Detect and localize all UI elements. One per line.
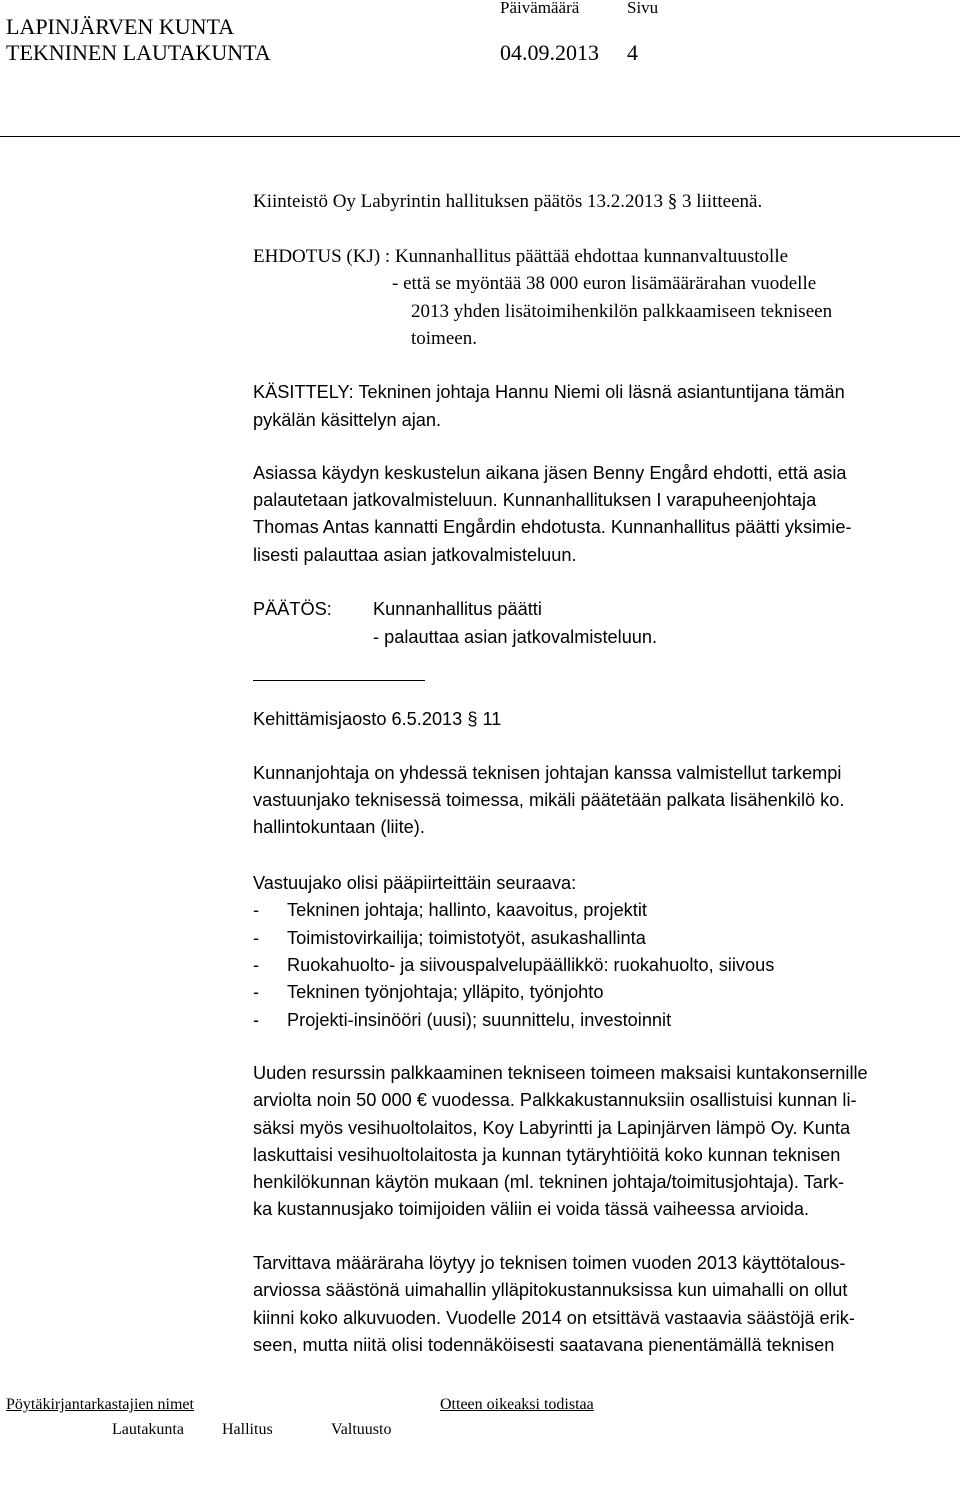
discussion-line: lisesti palauttaa asian jatkovalmisteluun. [253, 545, 577, 565]
cost-line: säksi myös vesihuoltolaitos, Koy Labyrintti ja Lapinjärven lämpö Oy. Kunta [253, 1118, 851, 1138]
proposal-line: 2013 yhden lisätoimihenkilön palkkaamiseen tekniseen [411, 301, 833, 322]
decision-line: - palauttaa asian jatkovalmisteluun. [373, 627, 658, 647]
allocation-heading: Vastuujako olisi pääpiirteittäin seuraava: [253, 873, 577, 893]
cost-line: arviolta noin 50 000 € vuodessa. Palkkakustannuksiin osallistuisi kunnan li- [253, 1090, 857, 1110]
cost-line: ka kustannusjako toimijoiden väliin ei voida tässä vaiheessa arvioida. [253, 1199, 810, 1219]
list-item: Tekninen työnjohtaja; ylläpito, työnjohto [287, 982, 604, 1002]
funding-line: Tarvittava määräraha löytyy jo teknisen toimen vuoden 2013 käyttötalous- [253, 1253, 846, 1273]
cost-line: henkilökunnan käytön mukaan (ml. tekninen johtaja/toimitusjohtaja). Tark- [253, 1172, 845, 1192]
page-label: Sivu [627, 0, 659, 17]
list-bullet: - [253, 955, 260, 975]
list-bullet: - [253, 928, 260, 948]
handling-line: KÄSITTELY: Tekninen johtaja Hannu Niemi oli läsnä asiantuntijana tämän [253, 382, 845, 402]
intro-line: vastuunjako teknisessä toimessa, mikäli päätetään palkata lisähenkilö ko. [253, 790, 845, 810]
discussion-line: palautetaan jatkovalmisteluun. Kunnanhallituksen I varapuheenjohtaja [253, 490, 817, 510]
intro-line: hallintokuntaan (liite). [253, 817, 425, 837]
proposal-line: toimeen. [411, 328, 477, 349]
organization-name: LAPINJÄRVEN KUNTA [6, 14, 235, 39]
list-item: Ruokahuolto- ja siivouspalvelupäällikkö: ruokahuolto, siivous [287, 955, 775, 975]
page-number: 4 [627, 40, 638, 65]
decision-line: Kunnanhallitus päätti [373, 599, 542, 619]
intro-line: Kunnanjohtaja on yhdessä teknisen johtajan kanssa valmistellut tarkempi [253, 763, 842, 783]
funding-line: seen, mutta niitä olisi todennäköisesti saatavana pienentämällä teknisen [253, 1335, 835, 1355]
checkers-label: Pöytäkirjantarkastajien nimet [6, 1396, 194, 1413]
proposal-line: - että se myöntää 38 000 euron lisämäärärahan vuodelle [392, 273, 817, 294]
discussion-line: Thomas Antas kannatti Engårdin ehdotusta. Kunnanhallitus päätti yksimie- [253, 517, 852, 537]
certified-label: Otteen oikeaksi todistaa [440, 1396, 594, 1413]
list-item: Toimistovirkailija; toimistotyöt, asukashallinta [287, 928, 646, 948]
section-heading: Kehittämisjaosto 6.5.2013 § 11 [253, 709, 502, 729]
cost-line: laskuttaisi vesihuoltolaitosta ja kunnan tytäryhtiöitä koko kunnan teknisen [253, 1145, 841, 1165]
date-label: Päivämäärä [500, 0, 580, 17]
funding-line: arviossa säästönä uimahallin ylläpitokustannuksissa kun uimahalli on ollut [253, 1280, 848, 1300]
handling-line: pykälän käsittelyn ajan. [253, 410, 442, 430]
signature-body: Hallitus [222, 1421, 273, 1438]
discussion-line: Asiassa käydyn keskustelun aikana jäsen Benny Engård ehdotti, että asia [253, 463, 847, 483]
header-rule [0, 136, 960, 137]
section-separator [253, 680, 425, 681]
proposal-label: EHDOTUS (KJ) : Kunnanhallitus päättää ehdottaa kunnanvaltuustolle [253, 246, 789, 267]
list-bullet: - [253, 900, 260, 920]
list-item: Projekti-insinööri (uusi); suunnittelu, investoinnit [287, 1010, 672, 1030]
funding-line: kiinni koko alkuvuoden. Vuodelle 2014 on etsittävä vastaavia säästöjä erik- [253, 1308, 855, 1328]
list-bullet: - [253, 1010, 260, 1030]
list-bullet: - [253, 982, 260, 1002]
decision-label: PÄÄTÖS: [253, 599, 332, 619]
list-item: Tekninen johtaja; hallinto, kaavoitus, projektit [287, 900, 647, 920]
meeting-date: 04.09.2013 [500, 40, 599, 65]
signature-body: Lautakunta [112, 1421, 184, 1438]
cost-line: Uuden resurssin palkkaaminen tekniseen toimeen maksaisi kuntakonsernille [253, 1063, 868, 1083]
signature-body: Valtuusto [331, 1421, 392, 1438]
attachment-line: Kiinteistö Oy Labyrintin hallituksen päätös 13.2.2013 § 3 liitteenä. [253, 191, 763, 212]
board-name: TEKNINEN LAUTAKUNTA [6, 40, 271, 65]
